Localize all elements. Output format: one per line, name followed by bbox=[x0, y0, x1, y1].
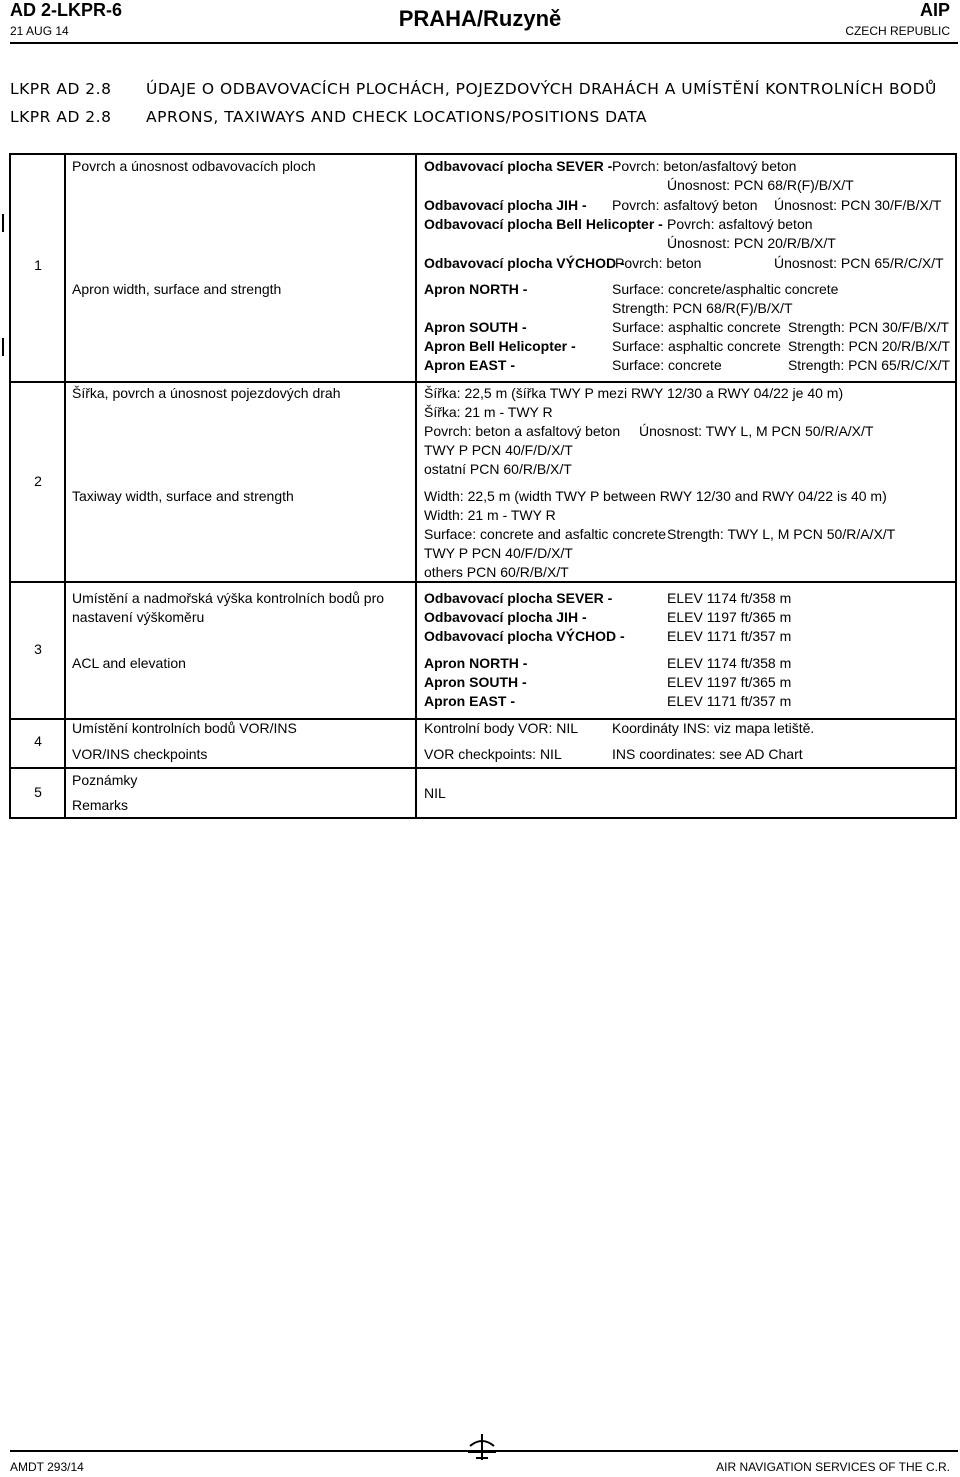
row-divider bbox=[11, 767, 955, 769]
apron-north-strength-cz: Únosnost: PCN 68/R(F)/B/X/T bbox=[667, 177, 854, 193]
aerodrome-data-table bbox=[9, 153, 957, 819]
taxiway-width-r-cz: Šířka: 21 m - TWY R bbox=[424, 404, 553, 420]
apron-bell-surface-cz: Povrch: asfaltový beton bbox=[667, 216, 813, 232]
row-number: 2 bbox=[34, 473, 42, 489]
apron-bell-surface-en: Surface: asphaltic concrete bbox=[612, 338, 781, 354]
apron-east-cz: Odbavovací plocha VÝCHOD - bbox=[424, 255, 625, 271]
taxiway-surface-en: Surface: concrete and asfaltic concrete bbox=[424, 526, 667, 542]
vor-checkpoints-en: VOR checkpoints: NIL bbox=[424, 746, 562, 762]
row-number: 1 bbox=[34, 257, 42, 273]
apron-east-surface-cz: Povrch: beton bbox=[615, 255, 702, 271]
taxiway-width-en: Width: 22,5 m (width TWY P between RWY 12/30 and RWY 04/22 is 40 m) bbox=[424, 488, 887, 504]
apron-north-surface-cz: Povrch: beton/asfaltový beton bbox=[612, 158, 797, 174]
acl-south-elev-cz: ELEV 1197 ft/365 m bbox=[667, 609, 792, 625]
taxiway-label-cz: Šířka, povrch a únosnost pojezdových drah bbox=[72, 385, 341, 401]
acl-south-en: Apron SOUTH - bbox=[424, 674, 527, 690]
document-date: 21 AUG 14 bbox=[10, 24, 69, 38]
remarks-value: NIL bbox=[424, 785, 446, 801]
apron-east-strength-en: Strength: PCN 65/R/C/X/T bbox=[788, 357, 950, 373]
taxiway-surface-cz: Povrch: beton a asfaltový beton bbox=[424, 423, 621, 439]
acl-east-elev-cz: ELEV 1171 ft/357 m bbox=[667, 628, 792, 644]
apron-south-en: Apron SOUTH - bbox=[424, 319, 527, 335]
taxiway-strength-cz: Únosnost: TWY L, M PCN 50/R/A/X/T bbox=[639, 423, 874, 439]
row-number: 3 bbox=[34, 641, 42, 657]
acl-north-elev-en: ELEV 1174 ft/358 m bbox=[667, 655, 792, 671]
country-label: CZECH REPUBLIC bbox=[845, 24, 950, 38]
checkpoint-label-en: VOR/INS checkpoints bbox=[72, 746, 208, 762]
taxiway-p-strength-cz: TWY P PCN 40/F/D/X/T bbox=[424, 442, 573, 458]
acl-east-elev-en: ELEV 1171 ft/357 m bbox=[667, 693, 792, 709]
page-title: PRAHA/Ruzyně bbox=[398, 6, 562, 31]
taxiway-width-cz: Šířka: 22,5 m (šířka TWY P mezi RWY 12/30 a RWY 04/22 je 40 m) bbox=[424, 385, 844, 401]
section-title-cz: ÚDAJE O ODBAVOVACÍCH PLOCHÁCH, POJEZDOVÝCH DRAHÁCH A UMÍSTĚNÍ KONTROLNÍCH BODŮ bbox=[146, 80, 937, 98]
row-number: 5 bbox=[34, 784, 42, 800]
section-code-en: LKPR AD 2.8 bbox=[10, 108, 112, 126]
apron-south-strength-en: Strength: PCN 30/F/B/X/T bbox=[788, 319, 950, 335]
apron-north-en: Apron NORTH - bbox=[424, 281, 528, 297]
change-bar bbox=[2, 338, 4, 356]
change-bar bbox=[2, 214, 4, 232]
row-divider bbox=[11, 581, 955, 583]
apron-south-strength-cz: Únosnost: PCN 30/F/B/X/T bbox=[774, 197, 942, 213]
acl-north-en: Apron NORTH - bbox=[424, 655, 528, 671]
acl-north-elev-cz: ELEV 1174 ft/358 m bbox=[667, 590, 792, 606]
apron-east-strength-cz: Únosnost: PCN 65/R/C/X/T bbox=[774, 255, 944, 271]
acl-east-en: Apron EAST - bbox=[424, 693, 515, 709]
taxiway-others-strength-en: others PCN 60/R/B/X/T bbox=[424, 564, 569, 580]
apron-bell-strength-en: Strength: PCN 20/R/B/X/T bbox=[788, 338, 950, 354]
row-divider bbox=[11, 381, 955, 383]
acl-north-cz: Odbavovací plocha SEVER - bbox=[424, 590, 613, 606]
amendment-number: AMDT 293/14 bbox=[10, 1460, 84, 1474]
section-title-en: APRONS, TAXIWAYS AND CHECK LOCATIONS/POSITIONS DATA bbox=[146, 108, 648, 126]
acl-south-cz: Odbavovací plocha JIH - bbox=[424, 609, 587, 625]
acl-label-cz-line2: nastavení výškoměru bbox=[72, 609, 205, 625]
row-number: 4 bbox=[34, 733, 42, 749]
taxiway-p-strength-en: TWY P PCN 40/F/D/X/T bbox=[424, 545, 573, 561]
apron-bell-cz: Odbavovací plocha Bell Helicopter - bbox=[424, 216, 663, 232]
ins-coordinates-cz: Koordináty INS: viz mapa letiště. bbox=[612, 720, 815, 736]
acl-label-cz-line1: Umístění a nadmořská výška kontrolních bodů pro bbox=[72, 590, 385, 606]
ins-coordinates-en: INS coordinates: see AD Chart bbox=[612, 746, 803, 762]
apron-south-surface-cz: Povrch: asfaltový beton bbox=[612, 197, 758, 213]
apron-north-cz: Odbavovací plocha SEVER - bbox=[424, 158, 613, 174]
remarks-label-en: Remarks bbox=[72, 797, 129, 813]
aip-label: AIP bbox=[919, 0, 950, 20]
document-id: AD 2-LKPR-6 bbox=[10, 0, 123, 20]
acl-east-cz: Odbavovací plocha VÝCHOD - bbox=[424, 628, 625, 644]
acl-south-elev-en: ELEV 1197 ft/365 m bbox=[667, 674, 792, 690]
apron-bell-strength-cz: Únosnost: PCN 20/R/B/X/T bbox=[667, 235, 836, 251]
remarks-label-cz: Poznámky bbox=[72, 772, 138, 788]
apron-east-en: Apron EAST - bbox=[424, 357, 515, 373]
header-divider bbox=[10, 42, 958, 44]
apron-label-en: Apron width, surface and strength bbox=[72, 281, 282, 297]
acl-label-en: ACL and elevation bbox=[72, 655, 186, 671]
taxiway-others-strength-cz: ostatní PCN 60/R/B/X/T bbox=[424, 461, 572, 477]
publisher: AIR NAVIGATION SERVICES OF THE C.R. bbox=[716, 1460, 950, 1474]
apron-north-surface-en: Surface: concrete/asphaltic concrete bbox=[612, 281, 839, 297]
checkpoint-label-cz: Umístění kontrolních bodů VOR/INS bbox=[72, 720, 297, 736]
apron-east-surface-en: Surface: concrete bbox=[612, 357, 722, 373]
taxiway-width-r-en: Width: 21 m - TWY R bbox=[424, 507, 556, 523]
taxiway-strength-en: Strength: TWY L, M PCN 50/R/A/X/T bbox=[667, 526, 896, 542]
apron-south-cz: Odbavovací plocha JIH - bbox=[424, 197, 587, 213]
apron-bell-en: Apron Bell Helicopter - bbox=[424, 338, 576, 354]
vor-checkpoints-cz: Kontrolní body VOR: NIL bbox=[424, 720, 579, 736]
apron-south-surface-en: Surface: asphaltic concrete bbox=[612, 319, 781, 335]
apron-label-cz: Povrch a únosnost odbavovacích ploch bbox=[72, 158, 316, 174]
ans-logo-icon bbox=[462, 1432, 502, 1462]
apron-north-strength-en: Strength: PCN 68/R(F)/B/X/T bbox=[612, 300, 793, 316]
taxiway-label-en: Taxiway width, surface and strength bbox=[72, 488, 294, 504]
section-code-cz: LKPR AD 2.8 bbox=[10, 80, 112, 98]
